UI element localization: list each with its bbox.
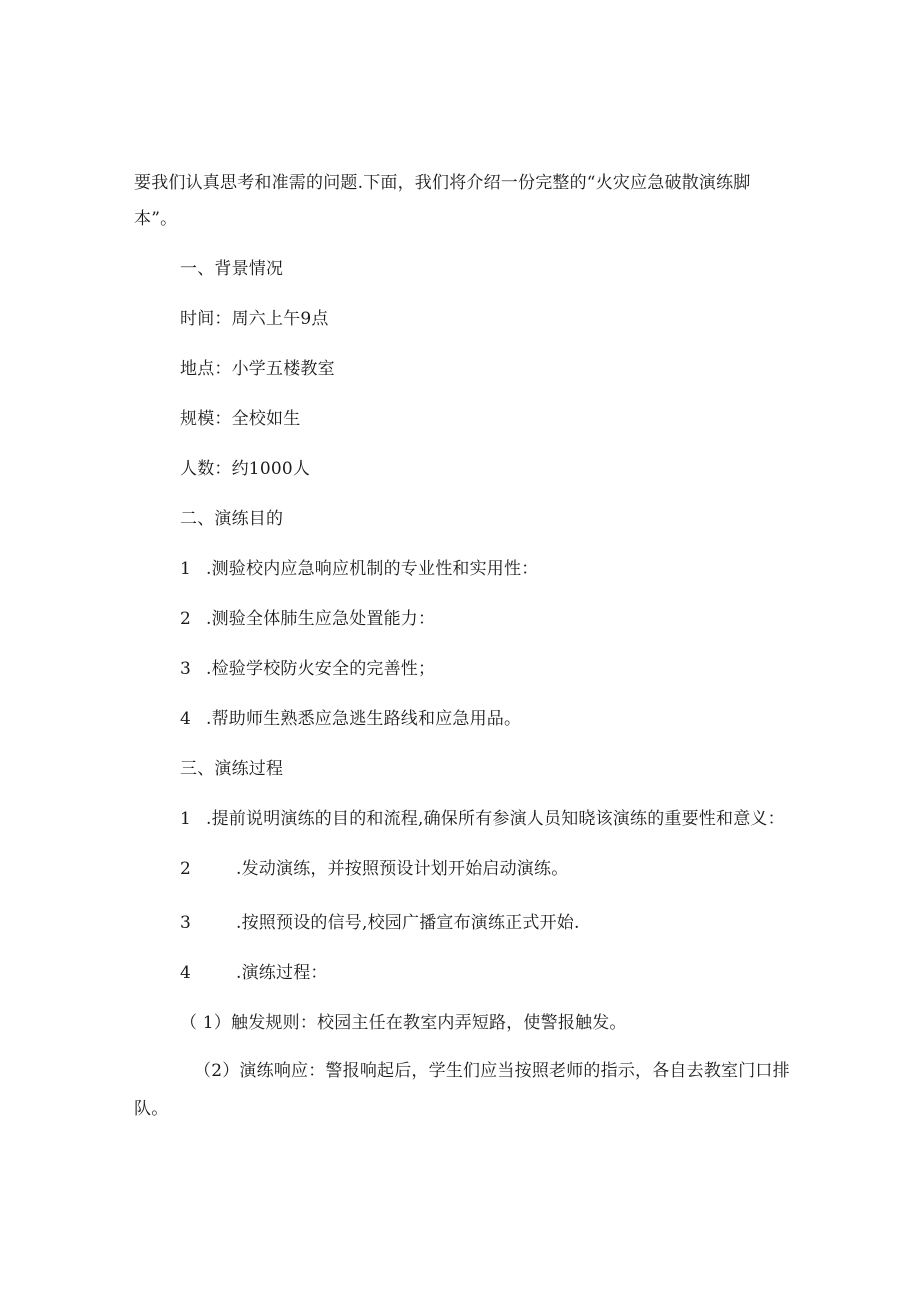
process-item-number: 4 [180,963,192,983]
section2-heading: 二、演练目的 [180,509,284,529]
section3-heading: 三、演练过程 [180,759,284,779]
purpose-item [180,608,435,630]
purpose-item-text: .检验学校防火安全的完善性； [206,659,436,679]
process-item [180,808,785,830]
purpose-item-text: .测验校内应急响应机制的专业性和实用性： [206,559,539,579]
purpose-item [180,558,538,580]
process-sub-item-2-line-2: 队。 [134,1099,169,1119]
process-item-number: 3 [180,913,192,933]
process-item-number: 1 [180,809,192,829]
purpose-item-number: 3 [180,659,192,679]
process-sub-item-1: （ 1）触发规则：校园主任在教室内弄短路，使警报触发。 [180,1013,627,1033]
process-item-text: .演练过程： [236,963,328,983]
purpose-item-number: 1 [180,559,192,579]
background-people: 人数：约1000人 [180,459,311,479]
purpose-item-text: .帮助师生熟悉应急逃生路线和应急用品。 [206,709,522,729]
background-scale: 规模：全校如生 [180,409,301,429]
intro-line-1: 要我们认真思考和准需的问题.下面，我们将介绍一份完整的“火灾应急破散演练脚 [134,173,751,193]
process-item-text: .发动演练，并按照预设计划开始启动演练。 [236,859,569,879]
section1-heading: 一、背景情况 [180,259,284,279]
purpose-item-number: 4 [180,709,192,729]
background-time: 时间：周六上午9点 [180,309,329,329]
process-sub-item-2-line-1: （2）演练响应：警报响起后，学生们应当按照老师的指示，各自去教室门口排 [194,1061,790,1081]
process-item-text: .按照预设的信号,校园广播宣布演练正式开始. [236,913,580,933]
process-item [180,912,580,934]
purpose-item-text: .测验全体肺生应急处置能力： [206,609,436,629]
process-item [180,858,568,880]
process-item [180,962,328,984]
purpose-item [180,708,521,730]
process-item-number: 2 [180,859,192,879]
intro-line-2: 本”。 [134,209,178,229]
process-item-text: .提前说明演练的目的和流程,确保所有参演人员知晓该演练的重要性和意义： [206,809,785,829]
background-place: 地点：小学五楼教室 [180,359,335,379]
purpose-item [180,658,435,680]
purpose-item-number: 2 [180,609,192,629]
